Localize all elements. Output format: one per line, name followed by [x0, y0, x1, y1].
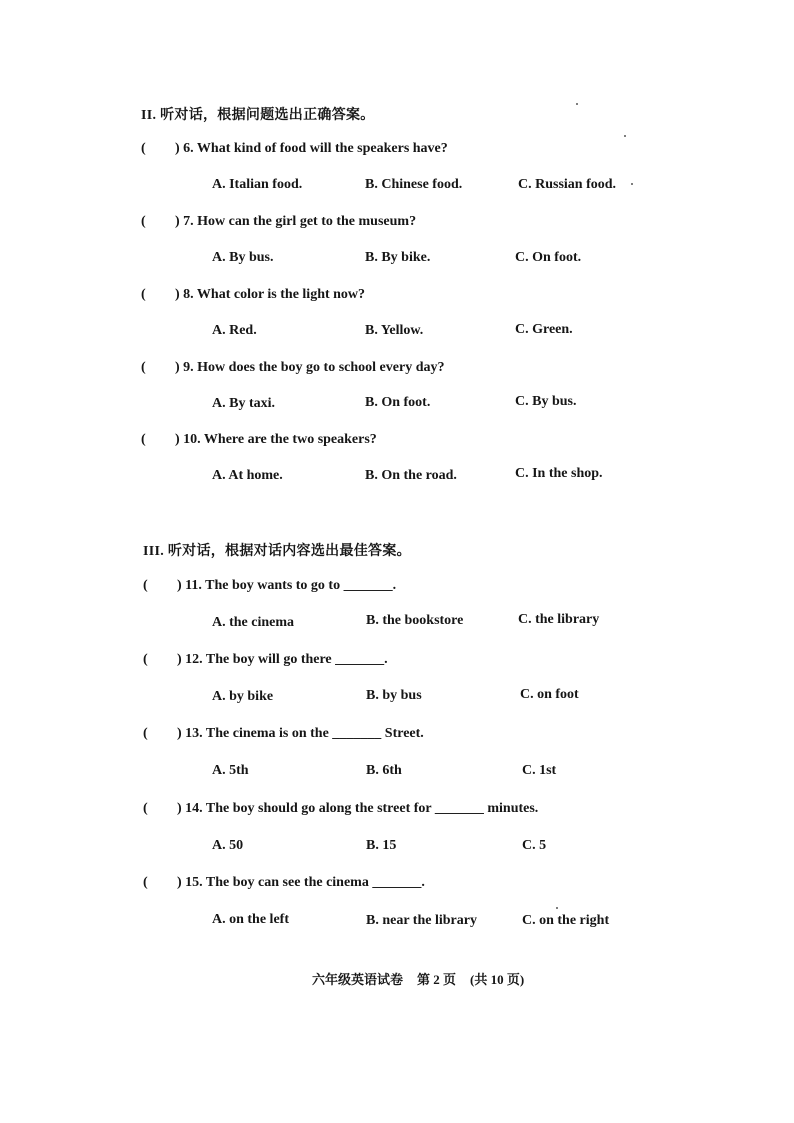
- option-a: A. by bike: [212, 689, 274, 704]
- question-7: [141, 214, 416, 230]
- question-text: ) 14. The boy should go along the street for _______ minutes.: [177, 801, 539, 816]
- option-c: C. on foot: [520, 687, 579, 702]
- question-11: [143, 578, 396, 594]
- scan-speck: [631, 183, 633, 185]
- question-text: ) 15. The boy can see the cinema _______.: [177, 875, 425, 890]
- section-3-heading: III. 听对话，根据对话内容选出最佳答案。: [143, 544, 411, 559]
- option-b: B. the bookstore: [366, 613, 464, 628]
- option-a: A. At home.: [212, 468, 283, 483]
- option-a: A. Italian food.: [212, 177, 303, 192]
- option-a: A. By taxi.: [212, 396, 275, 411]
- question-15: [143, 875, 425, 891]
- option-a: A. By bus.: [212, 250, 274, 265]
- question-text: ) 11. The boy wants to go to _______.: [177, 578, 397, 593]
- option-b: B. Yellow.: [365, 323, 424, 338]
- footer-title: 六年级英语试卷: [312, 972, 404, 987]
- footer-total-pages: (共 10 页): [470, 972, 525, 987]
- answer-paren[interactable]: (: [141, 214, 146, 229]
- page-footer: [312, 969, 538, 988]
- answer-paren[interactable]: (: [141, 141, 146, 156]
- answer-paren[interactable]: (: [143, 801, 148, 816]
- option-a: A. Red.: [212, 323, 257, 338]
- option-b: B. near the library: [366, 913, 477, 928]
- option-c: C. Russian food.: [518, 177, 617, 192]
- option-c: C. on the right: [522, 913, 610, 928]
- option-a: A. 5th: [212, 763, 249, 778]
- option-b: B. 15: [366, 838, 397, 853]
- answer-paren[interactable]: (: [141, 432, 146, 447]
- footer-page-number: 第 2 页: [417, 972, 457, 987]
- answer-paren[interactable]: (: [143, 875, 148, 890]
- option-b: B. Chinese food.: [365, 177, 463, 192]
- question-text: ) 13. The cinema is on the _______ Street.: [177, 726, 424, 741]
- option-b: B. 6th: [366, 763, 402, 778]
- question-text: ) 12. The boy will go there _______.: [177, 652, 388, 667]
- scan-speck: [556, 907, 558, 909]
- question-6: [141, 141, 448, 157]
- answer-paren[interactable]: (: [141, 287, 146, 302]
- option-b: B. On foot.: [365, 395, 431, 410]
- scan-speck: [576, 103, 578, 105]
- question-8: [141, 287, 365, 303]
- option-c: C. the library: [518, 612, 600, 627]
- question-10: [141, 432, 377, 448]
- option-c: C. Green.: [515, 322, 573, 337]
- option-b: B. By bike.: [365, 250, 431, 265]
- question-text: ) 9. How does the boy go to school every day?: [175, 360, 445, 375]
- answer-paren[interactable]: (: [143, 578, 148, 593]
- question-text: ) 10. Where are the two speakers?: [175, 432, 377, 447]
- option-b: B. by bus: [366, 688, 422, 703]
- section-2-heading: II. 听对话，根据问题选出正确答案。: [141, 108, 375, 123]
- option-c: C. 1st: [522, 763, 557, 778]
- question-12: [143, 652, 388, 668]
- question-text: ) 6. What kind of food will the speakers have?: [175, 141, 448, 156]
- option-c: C. 5: [522, 838, 547, 853]
- question-text: ) 8. What color is the light now?: [175, 287, 366, 302]
- answer-paren[interactable]: (: [143, 652, 148, 667]
- option-a: A. on the left: [212, 912, 289, 927]
- option-c: C. On foot.: [515, 250, 582, 265]
- option-a: A. the cinema: [212, 615, 295, 630]
- question-13: [143, 726, 424, 742]
- answer-paren[interactable]: (: [141, 360, 146, 375]
- question-text: ) 7. How can the girl get to the museum?: [175, 214, 417, 229]
- scan-speck: [624, 135, 626, 137]
- answer-paren[interactable]: (: [143, 726, 148, 741]
- option-b: B. On the road.: [365, 468, 457, 483]
- option-c: C. By bus.: [515, 394, 577, 409]
- option-c: C. In the shop.: [515, 466, 603, 481]
- option-a: A. 50: [212, 838, 244, 853]
- question-14: [143, 801, 538, 817]
- question-9: [141, 360, 445, 376]
